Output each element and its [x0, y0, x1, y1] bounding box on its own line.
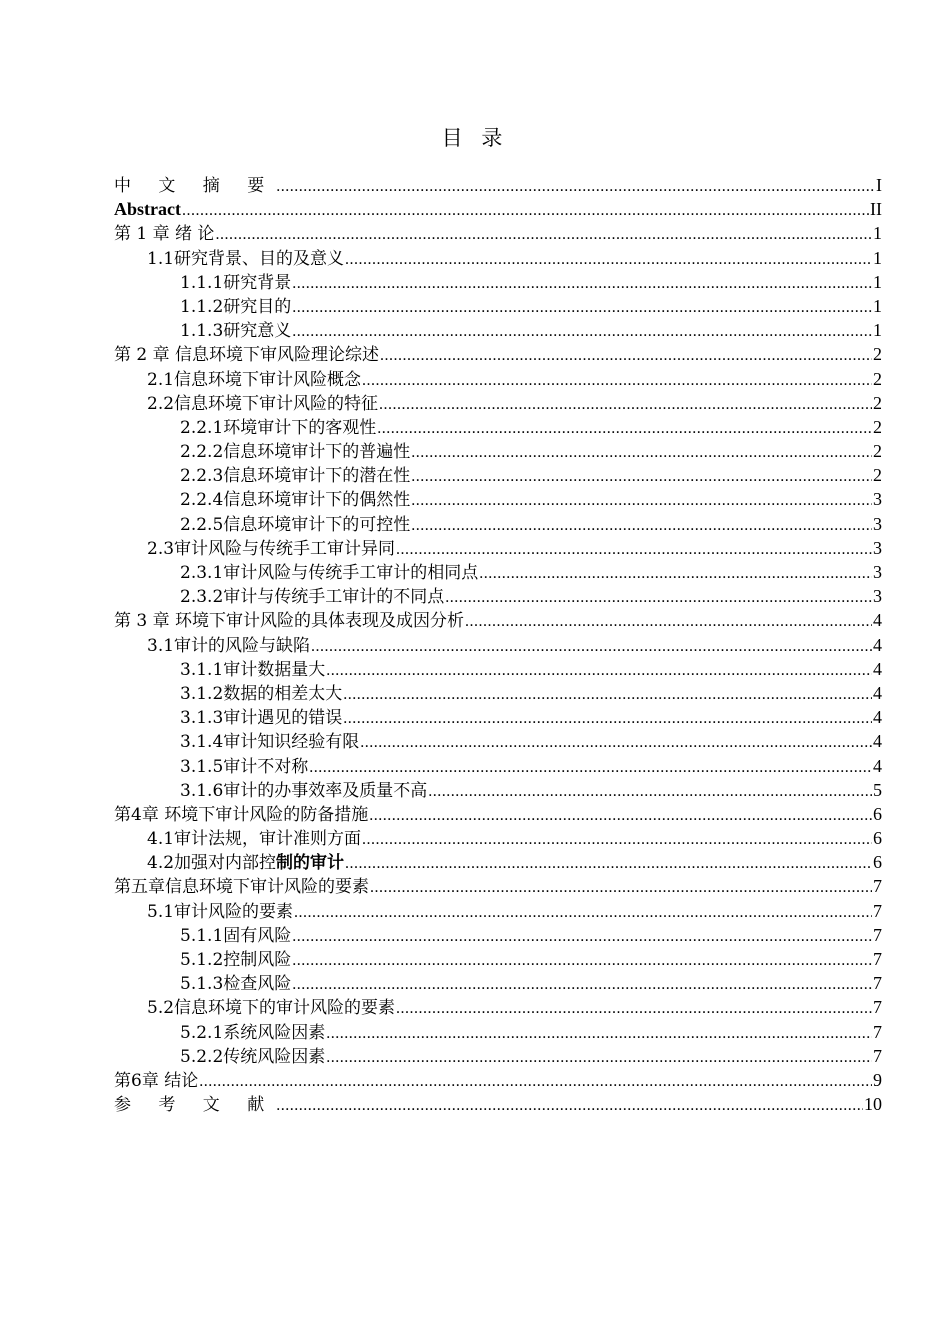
toc-entry-label [180, 682, 342, 705]
toc-entry-label [147, 827, 361, 850]
toc-entry[interactable] [114, 342, 882, 366]
toc-page-number: 4 [873, 634, 882, 655]
toc-entry-label [180, 561, 478, 584]
toc-entry-label [180, 1045, 325, 1068]
toc-entry[interactable] [114, 1092, 882, 1116]
toc-entry[interactable] [114, 391, 882, 415]
toc-dot-leader [411, 441, 872, 463]
toc-entry[interactable] [114, 560, 882, 584]
toc-page-number: 6 [873, 852, 882, 873]
toc-dot-leader [292, 925, 872, 947]
toc-entry-label [114, 174, 275, 197]
toc-page-number: 7 [873, 924, 882, 945]
toc-page-number: 1 [873, 271, 882, 292]
toc-entry-title: 5.2.1系统风险因素 [180, 1022, 326, 1043]
toc-entry-title: 4.1审计法规，审计准则方面 [147, 829, 362, 850]
toc-entry[interactable] [114, 608, 882, 632]
toc-entry-label [114, 343, 379, 366]
toc-entry-label [180, 585, 444, 608]
toc-entry[interactable] [114, 536, 882, 560]
toc-page-number: 5 [873, 779, 882, 800]
table-of-contents [114, 173, 882, 1116]
toc-dot-leader [377, 417, 872, 439]
toc-entry-label [180, 658, 325, 681]
toc-entry-title: 中 文 摘 要 [114, 176, 276, 196]
toc-entry-label [114, 1093, 275, 1116]
toc-entry[interactable] [114, 850, 882, 874]
toc-page-number: 1 [873, 320, 882, 341]
toc-dot-leader [360, 731, 872, 753]
toc-entry-title: 1.1.2研究目的 [180, 296, 292, 317]
toc-entry-title: 第 2 章 信息环境下审风险理论综述 [114, 345, 380, 366]
toc-page-number: 1 [873, 223, 882, 244]
toc-entry-title: 2.3.2审计与传统手工审计的不同点 [180, 587, 445, 608]
toc-dot-leader [326, 1046, 872, 1068]
toc-entry-label [147, 247, 344, 270]
toc-page-number: 1 [873, 247, 882, 268]
toc-entry[interactable] [114, 971, 882, 995]
toc-page-number: 6 [873, 828, 882, 849]
toc-dot-leader [345, 248, 872, 270]
toc-entry-label [147, 996, 395, 1019]
toc-entry-title-bold: 制的审计 [276, 853, 345, 874]
toc-entry-label [180, 755, 308, 778]
toc-page-number: 2 [873, 368, 882, 389]
toc-page-number: 7 [873, 949, 882, 969]
toc-entry[interactable] [114, 487, 882, 511]
toc-page-number: 2 [873, 441, 882, 462]
toc-entry[interactable] [114, 512, 882, 536]
toc-entry-label [180, 706, 342, 729]
toc-dot-leader [292, 320, 872, 342]
toc-entry-title: 1.1研究背景、目的及意义 [147, 248, 345, 269]
toc-page-number: 2 [873, 416, 882, 437]
toc-entry[interactable] [114, 294, 882, 318]
toc-page-number: 10 [864, 1094, 882, 1115]
toc-entry-title: 2.2.4信息环境审计下的偶然性 [180, 490, 411, 511]
toc-entry-label [180, 440, 410, 463]
toc-entry-title: 3.1.4审计知识经验有限 [180, 732, 360, 753]
toc-dot-leader [276, 175, 875, 197]
toc-entry-title: 2.1信息环境下审计风险概念 [147, 369, 362, 390]
toc-dot-leader [343, 707, 872, 729]
toc-page-number: 3 [873, 513, 882, 534]
toc-entry-title: 参 考 文 献 [114, 1095, 276, 1116]
toc-dot-leader [292, 296, 872, 318]
toc-entry-label [180, 948, 291, 971]
toc-entry[interactable] [114, 439, 882, 463]
toc-entry-title: 3.1.2数据的相差太大 [180, 683, 343, 704]
toc-dot-leader [343, 683, 872, 705]
toc-entry-title: 3.1.3审计遇见的错误 [180, 708, 343, 729]
toc-entry-label [180, 319, 291, 342]
toc-entry[interactable] [114, 221, 882, 245]
toc-entry-title: 2.2.3信息环境审计下的潜在性 [180, 466, 411, 487]
toc-entry-title: 3.1.5审计不对称 [180, 756, 309, 777]
toc-entry[interactable] [114, 754, 882, 778]
toc-entry-title: Abstract [114, 199, 181, 220]
toc-entry[interactable] [114, 681, 882, 705]
toc-entry[interactable] [114, 633, 882, 657]
toc-page-number: 4 [873, 682, 882, 703]
toc-dot-leader [369, 804, 872, 826]
toc-dot-leader [428, 780, 872, 802]
toc-entry-label [180, 513, 410, 536]
toc-entry-label [114, 875, 369, 898]
toc-entry[interactable] [114, 923, 882, 947]
toc-entry[interactable] [114, 367, 882, 391]
toc-entry[interactable] [114, 995, 882, 1019]
toc-page-number: 2 [873, 465, 882, 486]
toc-entry-label [180, 1021, 325, 1044]
toc-entry-title: 5.1.1固有风险 [180, 925, 292, 946]
toc-entry-label [114, 197, 181, 221]
toc-page-number: 3 [873, 489, 882, 510]
toc-entry-label [147, 368, 361, 391]
toc-entry-title: 5.2信息环境下的审计风险的要素 [147, 998, 396, 1019]
toc-entry-title: 3.1.1审计数据量大 [180, 659, 326, 680]
toc-entry-title: 3.1审计的风险与缺陷 [147, 635, 311, 656]
toc-entry[interactable] [114, 705, 882, 729]
toc-dot-leader [411, 489, 872, 511]
toc-entry-label [114, 609, 464, 632]
toc-page-number: 3 [873, 537, 882, 558]
toc-entry-label [147, 634, 310, 657]
toc-page-number: 7 [873, 997, 882, 1018]
toc-dot-leader [345, 852, 872, 874]
toc-dot-leader [445, 586, 872, 608]
toc-entry-title: 第 3 章 环境下审计风险的具体表现及成因分析 [114, 611, 465, 632]
toc-entry-label [114, 803, 368, 826]
toc-page-number: 4 [873, 755, 882, 776]
toc-page-number: 4 [873, 707, 882, 728]
toc-dot-leader [396, 538, 872, 560]
toc-page-number: 4 [873, 658, 882, 679]
toc-page-number: 7 [873, 900, 882, 921]
toc-entry[interactable] [114, 729, 882, 753]
toc-dot-leader [292, 272, 872, 294]
toc-entry[interactable] [114, 318, 882, 342]
toc-entry[interactable] [114, 1020, 882, 1044]
toc-entry[interactable] [114, 874, 882, 898]
toc-entry-label [180, 924, 291, 947]
toc-entry[interactable] [114, 463, 882, 487]
toc-page-number: 1 [873, 295, 882, 316]
toc-entry-title: 第4章 环境下审计风险的防备措施 [114, 804, 369, 825]
toc-entry[interactable] [114, 246, 882, 270]
toc-page-number: 4 [873, 731, 882, 752]
toc-dot-leader [479, 562, 872, 584]
toc-dot-leader [292, 949, 872, 971]
toc-entry-label [147, 392, 378, 415]
toc-dot-leader [380, 344, 872, 366]
toc-entry[interactable] [114, 197, 882, 221]
toc-dot-leader [396, 997, 872, 1019]
toc-dot-leader [362, 369, 872, 391]
toc-dot-leader [465, 610, 872, 632]
toc-entry[interactable] [114, 1044, 882, 1068]
toc-page-number: II [870, 199, 882, 220]
toc-entry-label [114, 1069, 198, 1092]
toc-dot-leader [326, 1022, 872, 1044]
toc-entry-title: 第 1 章 绪 论 [114, 224, 215, 245]
toc-page-number: 2 [873, 344, 882, 365]
toc-entry[interactable] [114, 584, 882, 608]
toc-entry[interactable] [114, 1068, 882, 1092]
toc-dot-leader [292, 973, 872, 995]
toc-entry-title: 2.3审计风险与传统手工审计异同 [147, 538, 396, 559]
toc-entry-label [180, 779, 427, 802]
toc-entry-label [147, 537, 395, 560]
toc-page-number: 7 [873, 973, 882, 994]
toc-entry[interactable] [114, 778, 882, 802]
toc-dot-leader [362, 828, 872, 850]
toc-entry[interactable] [114, 899, 882, 923]
toc-entry-title: 5.2.2传统风险因素 [180, 1046, 326, 1067]
toc-dot-leader [309, 756, 872, 778]
toc-dot-leader [370, 876, 872, 898]
toc-page-number: 7 [873, 1021, 882, 1042]
toc-dot-leader [311, 635, 872, 657]
toc-entry-label [180, 464, 410, 487]
toc-entry-title: 3.1.6审计的办事效率及质量不高 [180, 780, 428, 801]
toc-dot-leader [199, 1070, 872, 1092]
toc-entry-title: 4.2加强对内部控 [147, 853, 277, 874]
toc-dot-leader [411, 465, 872, 487]
toc-entry-title: 1.1.3研究意义 [180, 321, 292, 342]
toc-entry-title: 2.2.5信息环境审计下的可控性 [180, 514, 411, 535]
toc-entry-title: 5.1.3检查风险 [180, 974, 292, 995]
toc-page-number: 7 [873, 876, 882, 897]
toc-entry-label [180, 295, 291, 318]
toc-entry[interactable] [114, 802, 882, 826]
toc-dot-leader [182, 199, 869, 221]
toc-dot-leader [326, 659, 872, 681]
toc-entry-label [180, 416, 376, 439]
page-title: 目 录 [441, 126, 509, 150]
toc-dot-leader [379, 393, 872, 415]
toc-entry[interactable] [114, 270, 882, 294]
toc-page-number: 4 [873, 610, 882, 631]
toc-page-number: 9 [873, 1069, 882, 1090]
toc-entry[interactable] [114, 173, 882, 197]
toc-page-number: 3 [873, 586, 882, 607]
toc-entry-label [180, 488, 410, 511]
toc-entry[interactable] [114, 947, 882, 971]
toc-entry-label [147, 851, 344, 874]
toc-entry[interactable] [114, 415, 882, 439]
toc-entry-title: 5.1.2控制风险 [180, 950, 292, 970]
toc-page-number: I [876, 175, 882, 195]
toc-dot-leader [215, 223, 872, 245]
toc-entry-title: 第五章信息环境下审计风险的要素 [114, 877, 369, 898]
toc-entry-label [180, 972, 291, 995]
toc-entry[interactable] [114, 826, 882, 850]
toc-entry[interactable] [114, 657, 882, 681]
toc-dot-leader [276, 1094, 863, 1116]
toc-dot-leader [411, 514, 872, 536]
toc-entry-label [180, 730, 359, 753]
toc-entry-title: 第6章 结论 [114, 1070, 199, 1091]
toc-entry-label [180, 271, 291, 294]
toc-dot-leader [294, 901, 872, 923]
toc-page-number: 3 [873, 562, 882, 582]
toc-entry-title: 2.2.1环境审计下的客观性 [180, 417, 377, 438]
toc-entry-title: 2.2信息环境下审计风险的特征 [147, 393, 379, 414]
toc-entry-title: 2.3.1审计风险与传统手工审计的相同点 [180, 563, 479, 583]
toc-entry-title: 2.2.2信息环境审计下的普遍性 [180, 442, 411, 463]
toc-page-number: 2 [873, 392, 882, 413]
toc-entry-title: 1.1.1研究背景 [180, 272, 292, 293]
toc-entry-title: 5.1审计风险的要素 [147, 901, 294, 922]
toc-entry-label [147, 900, 293, 923]
toc-entry-label [114, 222, 214, 245]
toc-page-number: 7 [873, 1045, 882, 1066]
toc-page-number: 6 [873, 803, 882, 824]
